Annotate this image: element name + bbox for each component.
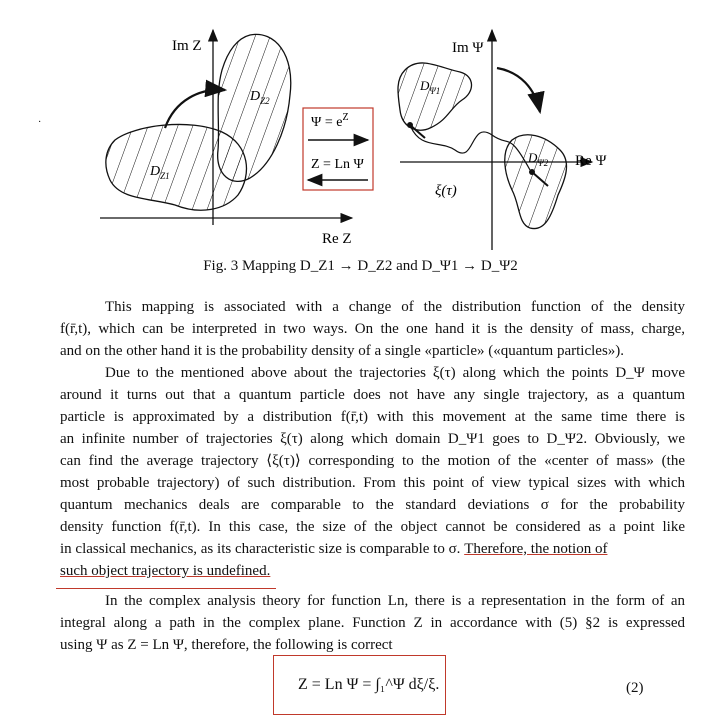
right-curved-arrow (497, 68, 540, 112)
equation-number: (2) (626, 680, 644, 696)
left-curved-arrow (165, 90, 225, 128)
svg-text:·: · (38, 117, 42, 128)
left-axis-label: Im Z (172, 38, 202, 54)
p1-line-2: f(r̄,t), which can be interpreted in two ways. On the one hand it is the density of mass, charge, (60, 321, 685, 337)
equation: Z = Ln Ψ = ∫₁^Ψ dξ/ξ. (298, 676, 440, 693)
p3-line-2: integral along a path in the complex plane. Function Z in accordance with (5) §2 is expressed (60, 615, 685, 631)
region-dpsi1 (398, 63, 472, 130)
p3-line-1: In the complex analysis theory for function Ln, there is a representation in the form of an (105, 593, 685, 609)
map-inverse: Z = Ln Ψ (311, 157, 364, 172)
p2-line-2: around it turns out that a quantum particle does not have any single trajectory, as a quantum (60, 387, 685, 403)
p1-line-1: This mapping is associated with a change of the distribution function of the density (105, 299, 685, 315)
region-dz1-label: $D_{Z1}$ (150, 164, 170, 181)
region-dz1 (106, 124, 247, 210)
region-dz2-label: $D_{Z2}$ (250, 89, 270, 106)
trajectory-label: ξ(τ) (435, 183, 457, 199)
paragraph-3 (60, 590, 685, 656)
p1-line-3: and on the other hand it is the probability density of a single «particle» («quantum particles»). (60, 343, 625, 359)
region-dpsi2 (505, 135, 567, 229)
right-axis-label: Im Ψ (452, 40, 484, 56)
p2-line-4: an infinite number of trajectories ξ(τ) along which domain D_Ψ1 goes to D_Ψ2. Obviously, we (60, 431, 685, 447)
p2-line-1: Due to the mentioned above about the trajectories ξ(τ) along which the points D_Ψ move (105, 365, 685, 381)
highlight-underline (56, 588, 276, 589)
left-xaxis-label: Re Z (322, 231, 352, 247)
p3-line-3: using Ψ as Z = Ln Ψ, therefore, the following is correct (60, 637, 393, 653)
region-dpsi2-label: $D_{\Psi 2}$ (528, 150, 549, 168)
p2-line-7: quantum mechanics deals are comparable to the standard deviations σ for the probability (60, 497, 685, 513)
p2-line-3: particle is approximated by a distribution f(r̄,t) with this movement at the same time there is (60, 409, 685, 425)
underlined-undefined: such object trajectory is undefined. (60, 563, 271, 579)
p2-line-5: can find the average trajectory ⟨ξ(τ)⟩ corresponding to the motion of the «center of mass» (the (60, 453, 685, 469)
region-dpsi1-label: $D_{\Psi 1}$ (420, 78, 441, 96)
paragraph-2 (60, 362, 685, 582)
underlined-notion: Therefore, the notion of (464, 541, 608, 557)
p2-line-8: density function f(r̄,t). In this case, the size of the object cannot be considered as a point like (60, 519, 685, 535)
map-forward: $\Psi = e^Z$ (311, 112, 349, 130)
paragraph-1 (60, 296, 685, 362)
right-xaxis-label: Re Ψ (575, 153, 607, 169)
figure-caption: Fig. 3 Mapping D_Z1 → D_Z2 and D_Ψ1 → D_Ψ2 (203, 258, 518, 274)
p2-line-9: in classical mechanics, as its characteristic size is comparable to σ. Therefore, the notion of (60, 541, 608, 557)
mapping-figure (0, 0, 721, 290)
p2-line-6: most probable trajectory) of such distribution. From this point of view typical sizes with which (60, 475, 685, 491)
